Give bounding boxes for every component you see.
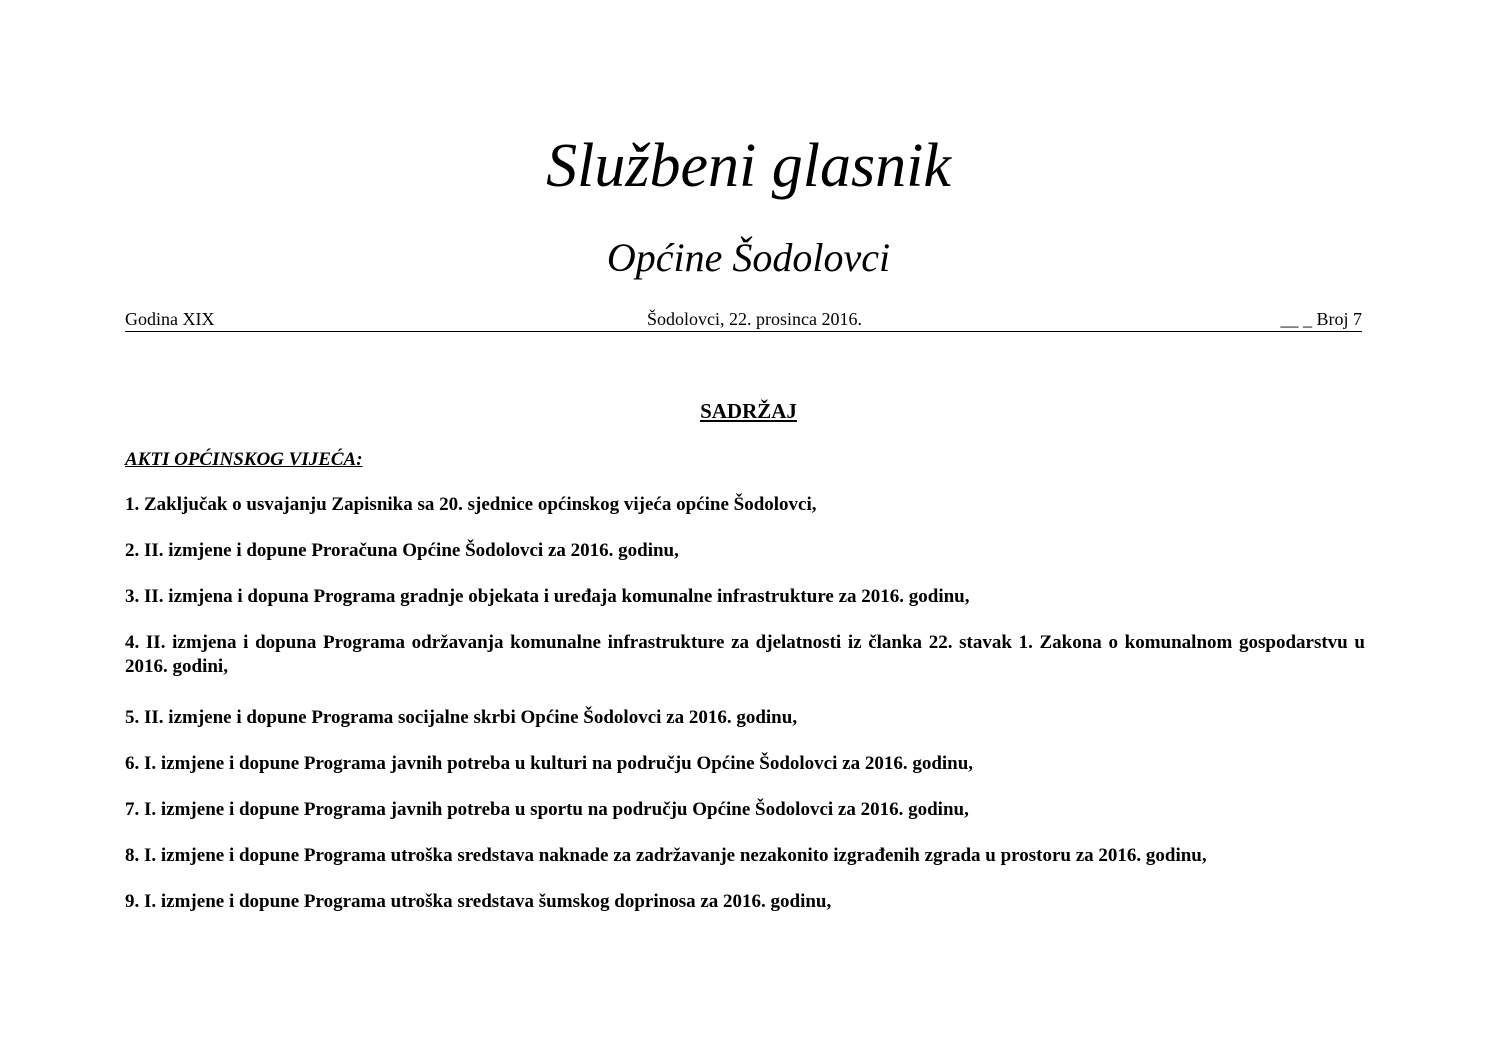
toc-item-9: 9. I. izmjene i dopune Programa utroška sredstava šumskog doprinosa za 2016. godinu, xyxy=(125,891,832,912)
toc-item-4: 4. II. izmjena i dopuna Programa održavanja komunalne infrastrukture za djelatnosti iz članka 22. stavak 1. Zakona o komunalnom gospodarstvu u 2016. godini, xyxy=(125,632,1365,677)
gazette-title: Službeni glasnik xyxy=(546,132,951,200)
toc-item-6: 6. I. izmjene i dopune Programa javnih potreba u kulturi na području Općine Šodolovci za 2016. godinu, xyxy=(125,753,974,774)
municipality-subtitle: Općine Šodolovci xyxy=(606,235,891,280)
issue-number: __ _ Broj 7 xyxy=(1280,309,1362,329)
toc-item-8: 8. I. izmjene i dopune Programa utroška sredstava naknade za zadržavanje nezakonito izgrađenih zgrada u prostoru za 2016. godinu, xyxy=(125,845,1207,866)
toc-item-5: 5. II. izmjene i dopune Programa socijalne skrbi Općine Šodolovci za 2016. godinu, xyxy=(125,707,798,728)
toc-item-3: 3. II. izmjena i dopuna Programa gradnje objekata i uređaja komunalne infrastrukture za 2016. godinu, xyxy=(125,586,970,607)
contents-heading: SADRŽAJ xyxy=(700,399,797,423)
section-heading: AKTI OPĆINSKOG VIJEĆA: xyxy=(125,449,363,470)
issue-year: Godina XIX xyxy=(125,309,215,329)
toc-item-1: 1. Zaključak o usvajanju Zapisnika sa 20. sjednice općinskog vijeća općine Šodolovci, xyxy=(125,494,817,515)
toc-item-2: 2. II. izmjene i dopune Proračuna Općine Šodolovci za 2016. godinu, xyxy=(125,540,679,561)
issue-date: Šodolovci, 22. prosinca 2016. xyxy=(647,309,862,329)
toc-item-7: 7. I. izmjene i dopune Programa javnih potreba u sportu na području Općine Šodolovci za 2016. godinu, xyxy=(125,799,969,820)
issue-info-line xyxy=(125,309,1362,332)
